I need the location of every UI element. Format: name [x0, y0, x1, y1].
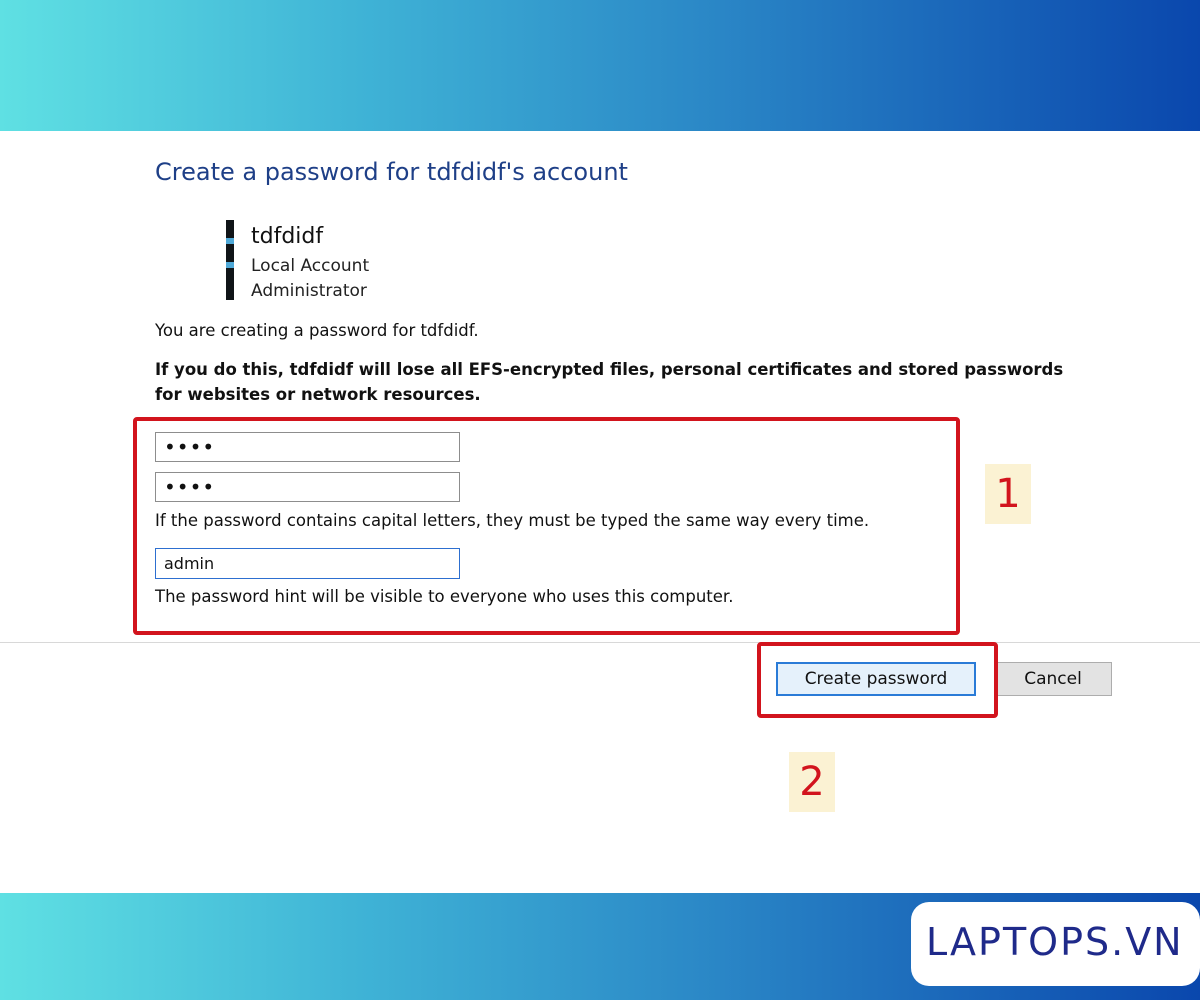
step-1-highlight-box [133, 417, 960, 635]
account-name: tdfdidf [251, 224, 324, 249]
capital-letters-note: If the password contains capital letters, they must be typed the same way every time. [155, 511, 870, 530]
brand-logo: LAPTOPS.VN [926, 920, 1184, 964]
efs-warning-text: If you do this, tdfdidf will lose all EFS-encrypted files, personal certificates and stored passwords for websites or network resources. [155, 360, 1064, 404]
avatar-highlight [226, 238, 234, 244]
create-password-button[interactable]: Create password [776, 662, 976, 696]
cancel-button[interactable]: Cancel [994, 662, 1112, 696]
button-divider [0, 642, 1200, 643]
step-1-label: 1 [985, 464, 1031, 524]
intro-text: You are creating a password for tdfdidf. [155, 321, 479, 340]
account-role: Administrator [251, 281, 367, 301]
password-hint-note: The password hint will be visible to everyone who uses this computer. [155, 587, 734, 606]
account-type: Local Account [251, 256, 370, 276]
top-banner [0, 0, 1200, 131]
step-2-highlight-box [757, 642, 998, 718]
step-2-label: 2 [789, 752, 835, 812]
avatar-highlight [226, 262, 234, 268]
user-avatar-icon [226, 220, 234, 300]
dialog-title: Create a password for tdfdidf's account [155, 158, 628, 186]
